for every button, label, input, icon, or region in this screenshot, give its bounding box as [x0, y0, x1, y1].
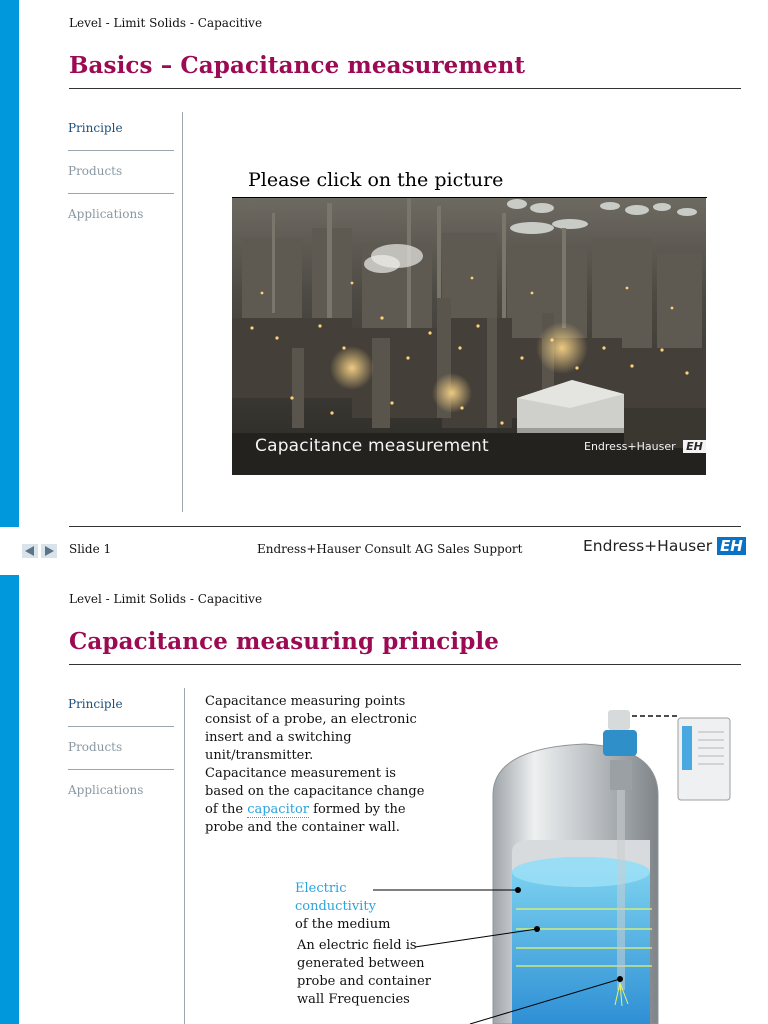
- photo-brand-name: Endress+Hauser: [584, 440, 676, 453]
- page-title: Basics – Capacitance measurement: [69, 52, 526, 79]
- click-prompt: Please click on the picture: [248, 169, 504, 191]
- photo-brand-label: [584, 440, 706, 453]
- footer-divider: [69, 526, 741, 527]
- nav-item-applications[interactable]: Applications: [68, 783, 144, 797]
- principle-text-end: formed by the probe and the container wall.: [205, 802, 406, 835]
- label-conductivity-3: of the medium: [295, 917, 391, 932]
- footer-center-text: Endress+Hauser Consult AG Sales Support: [257, 542, 523, 556]
- nav-item-products[interactable]: Products: [68, 740, 123, 754]
- nav-vertical-divider: [184, 688, 185, 1024]
- nav-vertical-divider: [182, 112, 183, 512]
- breadcrumb: Level - Limit Solids - Capacitive: [69, 592, 263, 606]
- label-conductivity-2: conductivity: [295, 899, 376, 914]
- slide-number: Slide 1: [69, 542, 112, 556]
- footer-brand-name: Endress+Hauser: [583, 537, 713, 555]
- breadcrumb: Level - Limit Solids - Capacitive: [69, 16, 263, 30]
- footer-logo: [583, 537, 746, 555]
- capacitor-link[interactable]: capacitor: [247, 802, 310, 817]
- title-divider: [69, 88, 741, 89]
- eh-logo-icon: EH: [717, 537, 746, 555]
- intro-paragraph: Capacitance measuring points consist of a probe, an electronic insert and a switching unit/transmitter.: [205, 694, 417, 763]
- page-title: Capacitance measuring principle: [69, 628, 499, 655]
- nav-item-principle[interactable]: Principle: [68, 697, 123, 711]
- arrow-right-icon: [41, 544, 57, 558]
- nav-item-applications[interactable]: Applications: [68, 207, 144, 221]
- nav-divider: [68, 769, 174, 770]
- nav-item-products[interactable]: Products: [68, 164, 123, 178]
- tank-diagram: [360, 700, 760, 1024]
- plant-photo[interactable]: [232, 198, 706, 475]
- accent-bar: [0, 0, 19, 527]
- label-conductivity-1: Electric: [295, 881, 347, 896]
- nav-item-principle[interactable]: Principle: [68, 121, 123, 135]
- label-electric-field: An electric field is generated between probe and container wall Frequencies: [297, 938, 431, 1007]
- prev-slide-button[interactable]: [22, 543, 38, 557]
- nav-divider: [68, 726, 174, 727]
- refinery-photo-illustration: [232, 198, 706, 475]
- accent-bar: [0, 575, 19, 1024]
- nav-divider: [68, 193, 174, 194]
- principle-text-start: Capacitance measurement is based on the capacitance change of the: [205, 766, 425, 817]
- photo-caption: Capacitance measurement: [255, 436, 489, 456]
- arrow-left-icon: [22, 544, 38, 558]
- title-divider: [69, 664, 741, 665]
- photo-logo-icon: EH: [683, 440, 706, 453]
- nav-divider: [68, 150, 174, 151]
- next-slide-button[interactable]: [41, 543, 57, 557]
